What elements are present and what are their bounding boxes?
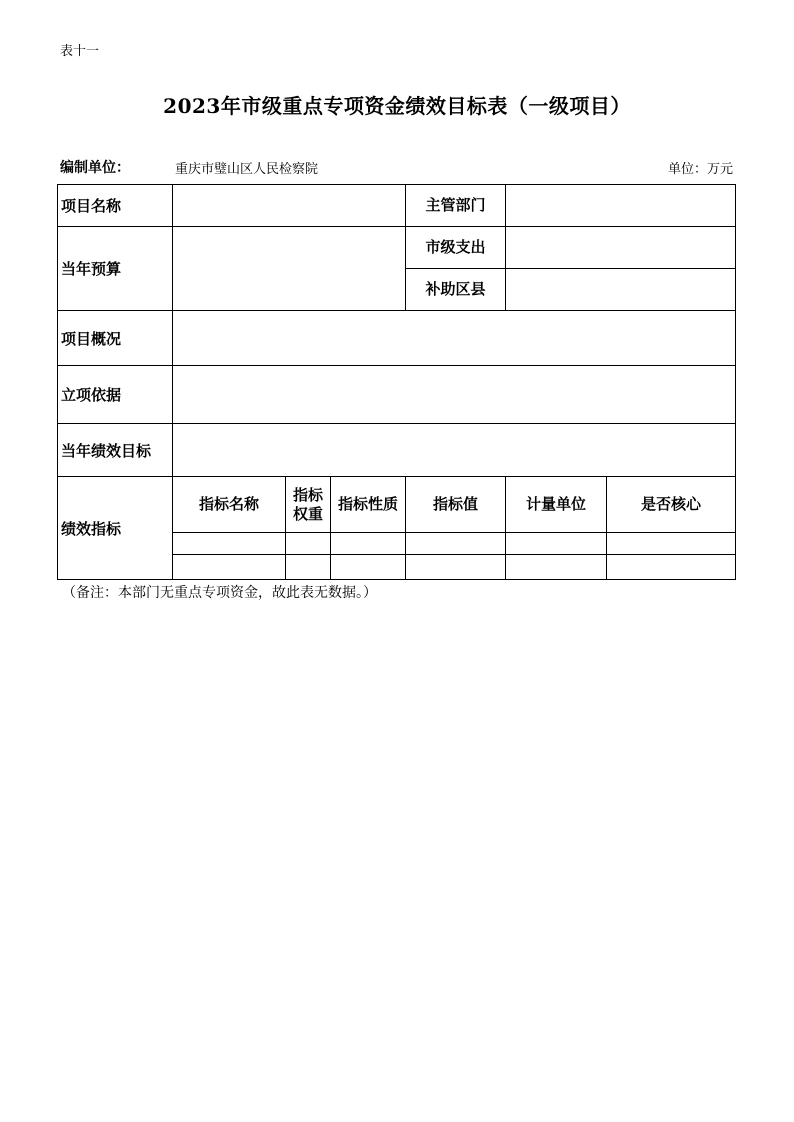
- table-cell: [505, 532, 607, 555]
- basis-value: [172, 365, 736, 424]
- project-name-value: [172, 184, 406, 227]
- table-number: 表十一: [60, 44, 100, 59]
- compiler-value: 重庆市璧山区人民检察院: [175, 162, 319, 177]
- overview-label: 项目概况: [57, 310, 173, 366]
- indicator-core-header: 是否核心: [606, 476, 736, 533]
- indicator-weight-header: [285, 476, 331, 533]
- budget-label: 当年预算: [57, 226, 173, 311]
- table-cell: [405, 532, 506, 555]
- indicator-name-header: 指标名称: [172, 476, 286, 533]
- table-cell: [606, 532, 736, 555]
- compiler-label: 编制单位：: [60, 160, 130, 176]
- department-value: [505, 184, 736, 227]
- table-cell: [172, 554, 286, 580]
- department-label: 主管部门: [405, 184, 506, 227]
- page-title: 2023年市级重点专项资金绩效目标表（一级项目）: [163, 94, 631, 118]
- indicators-label: 绩效指标: [57, 476, 173, 580]
- project-name-label: 项目名称: [57, 184, 173, 227]
- city-expense-value: [505, 226, 736, 269]
- city-expense-label: 市级支出: [405, 226, 506, 269]
- budget-value: [172, 226, 406, 311]
- table-cell: [606, 554, 736, 580]
- table-cell: [285, 554, 331, 580]
- overview-value: [172, 310, 736, 366]
- indicator-weight-line1: 指标: [292, 485, 323, 504]
- indicator-nature-header: 指标性质: [330, 476, 406, 533]
- table-cell: [285, 532, 331, 555]
- footnote: （备注：本部门无重点专项资金，故此表无数据。）: [62, 585, 377, 601]
- table-cell: [172, 532, 286, 555]
- goal-label: 当年绩效目标: [57, 423, 173, 477]
- indicator-unit-header: 计量单位: [505, 476, 607, 533]
- goal-value: [172, 423, 736, 477]
- table-cell: [330, 532, 406, 555]
- table-cell: [405, 554, 506, 580]
- indicator-weight-line2: 权重: [292, 504, 323, 523]
- basis-label: 立项依据: [57, 365, 173, 424]
- table-cell: [505, 554, 607, 580]
- district-subsidy-label: 补助区县: [405, 268, 506, 311]
- indicator-value-header: 指标值: [405, 476, 506, 533]
- table-cell: [330, 554, 406, 580]
- money-unit: 单位：万元: [667, 162, 733, 177]
- district-subsidy-value: [505, 268, 736, 311]
